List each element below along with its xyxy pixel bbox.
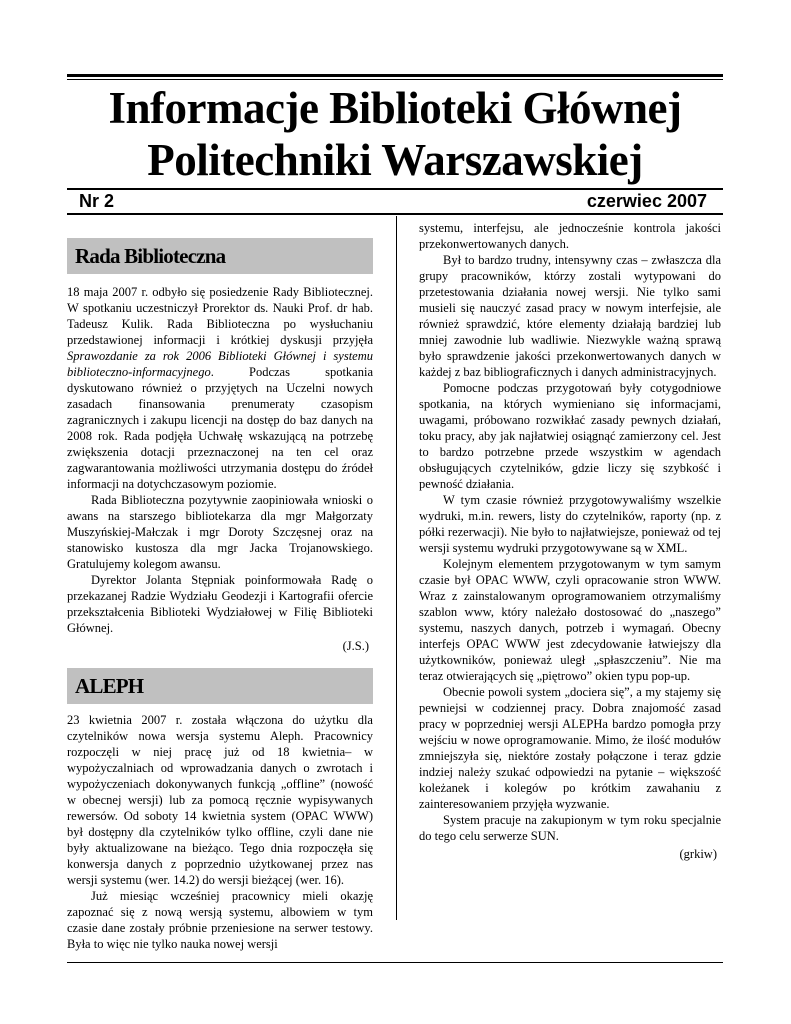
rada-paragraph-1 <box>67 284 373 492</box>
rada-paragraph-2: Rada Biblioteczna pozytywnie zaopiniowała wnioski o awans na starszego bibliotekarza dla mgr Małgorzaty Muszyńskiej-Małczak i mgr Doroty Szczęsnej oraz na stanowisko kustosza dla mgr Jacka Trojanowskiego. Gratulujemy kolegom awansu. <box>67 493 373 571</box>
rada-paragraph-3: Dyrektor Jolanta Stępniak poinformowała Radę o przekazanej Radzie Wydziału Geodezji i Kartografii ofercie przekształcenia Biblioteki Wydziałowej w Filię Biblioteki Głównej. <box>67 573 373 635</box>
masthead-title-line1: Informacje Biblioteki Głównej <box>108 83 682 133</box>
issue-date: czerwiec 2007 <box>586 191 707 211</box>
aleph-paragraph-2-continued: systemu, interfejsu, ale jednocześnie kontrola jakości przekonwertowanych danych. <box>419 221 721 251</box>
aleph-signature: (grkiw) <box>679 847 717 861</box>
right-column <box>419 220 721 862</box>
aleph-heading: ALEPH <box>67 668 373 704</box>
rada-p1-text-end: . Podczas spotkania dyskutowano również o przyjętych na Uczelni nowych zasadach finansowania prenumeraty czasopism zagranicznych i zakupu licencji na dostęp do baz danych na 2008 rok. Rada podjęła Uchwałę wskazującą na potrzebę zwiększenia dotacji przeznaczonej na ten cel oraz zagwarantowania możliwości utrzymania dostępu do źródeł informacji na dotychczasowym poziomie. <box>67 365 373 491</box>
aleph-paragraph-5: W tym czasie również przygotowywaliśmy wszelkie wydruki, m.in. rewers, listy do czytelników, raporty (np. z półki rezerwacji). Nie było to najłatwiejsze, ponieważ od tej wersji systemu wydruki przygotowywane są w XML. <box>419 493 721 555</box>
rada-signature: (J.S.) <box>342 639 369 653</box>
top-rule-thin <box>67 79 723 80</box>
rada-heading: Rada Biblioteczna <box>67 238 373 274</box>
rada-report-title: Sprawozdanie za rok 2006 Biblioteki Głównej i systemu biblioteczno-informacyjnego <box>67 349 373 379</box>
top-rule-thick <box>67 74 723 77</box>
aleph-paragraph-8: System pracuje na zakupionym w tym roku specjalnie do tego celu serwerze SUN. <box>419 813 721 843</box>
left-column <box>67 238 373 952</box>
issue-row <box>67 190 723 212</box>
issue-number: Nr 2 <box>79 191 115 211</box>
aleph-paragraph-7: Obecnie powoli system „dociera się”, a my stajemy się pewniejsi w codziennej pracy. Dobra znajomość zasad pracy w poprzedniej wersji ALEPHa bardzo pomogła przy wejściu w nowe oprogramowanie. Mimo, że ilość modułów zmniejszyła się, niektóre zostały połączone i teraz gdzie indziej należy szukać odpowiedzi na pytanie – większość koleżanek i kolegów po krótkim zawahaniu z zainteresowaniem przyjęła wyzwanie. <box>419 685 721 811</box>
aleph-paragraph-1: 23 kwietnia 2007 r. została włączona do użytku dla czytelników nowa wersja systemu Aleph. Pracownicy rozpoczęli w niej pracę już od 18 kwietnia– w wypożyczalniach od wprowadzania danych o zwrotach i wypożyczeniach dokonywanych funkcją „offline” (nowość w obecnej wersji) lub za pomocą ręcznie wypisywanych rewersów. Od soboty 14 kwietnia system (OPAC WWW) był dostępny dla czytelników tylko offline, czyli dane nie były aktualizowane na bieżąco. Tego dnia rozpoczęła się konwersja danych z poprzednio użytkowanej przez nas wersji systemu (wer. 14.2) do wersji bieżącej (wer. 16). <box>67 713 373 887</box>
masthead-title-line2: Politechniki Warszawskiej <box>147 135 643 185</box>
rada-p1-text: 18 maja 2007 r. odbyło się posiedzenie Rady Bibliotecznej. W spotkaniu uczestniczył Prorektor ds. Nauki Prof. dr hab. Tadeusz Kulik. Rada Biblioteczna po wysłuchaniu przedstawionej informacji i krótkiej dyskusji przyjęła <box>67 285 373 347</box>
masthead-title <box>67 82 723 186</box>
aleph-paragraph-2: Już miesiąc wcześniej pracownicy mieli okazję zapoznać się z nową wersją systemu, albowiem w tym czasie dane zostały próbnie przeniesione na serwer testowy. Była to więc nie tylko nauka nowej wersji <box>67 889 373 951</box>
column-divider <box>396 216 397 920</box>
bottom-rule <box>67 962 723 963</box>
masthead-rule-lower <box>67 213 723 215</box>
aleph-paragraph-4: Pomocne podczas przygotowań były cotygodniowe spotkania, na których wymieniano się informacjami, uwagami, próbowano rozwikłać zasady pewnych działań, toku pracy, aby jak najłatwiej osiągnąć zamierzony cel. Jest to bardzo potrzebne przede wszystkim w agendach obsługujących czytelników, gdzie liczy się szybkość i pewność działania. <box>419 381 721 491</box>
aleph-paragraph-6: Kolejnym elementem przygotowanym w tym samym czasie był OPAC WWW, czyli opracowanie stron WWW. Wraz z zainstalowanym oprogramowaniem otrzymaliśmy szablon www, który należało dostosować do „naszego” systemu, naszych danych, potrzeb i wymagań. Obecny interfejs OPAC WWW jest zdecydowanie łatwiejszy dla użytkowników, ponieważ uległ „spłaszczeniu”. Nie ma teraz otwierających się „piętrowo” okien typu pop-up. <box>419 557 721 683</box>
aleph-paragraph-3: Był to bardzo trudny, intensywny czas – zwłaszcza dla grupy pracowników, którzy zostali wytypowani do przetestowania działania nowej wersji. Nie tylko sami musieli się nauczyć zasad pracy w nowym interfejsie, ale również sprawdzić, które elementy działają bardziej lub mniej zawodnie lub wadliwie. Niezwykle ważną sprawą było sprawdzenie jakości przekonwertowanych danych w każdej z baz bibliograficznych i danych administracyjnych. <box>419 253 721 379</box>
